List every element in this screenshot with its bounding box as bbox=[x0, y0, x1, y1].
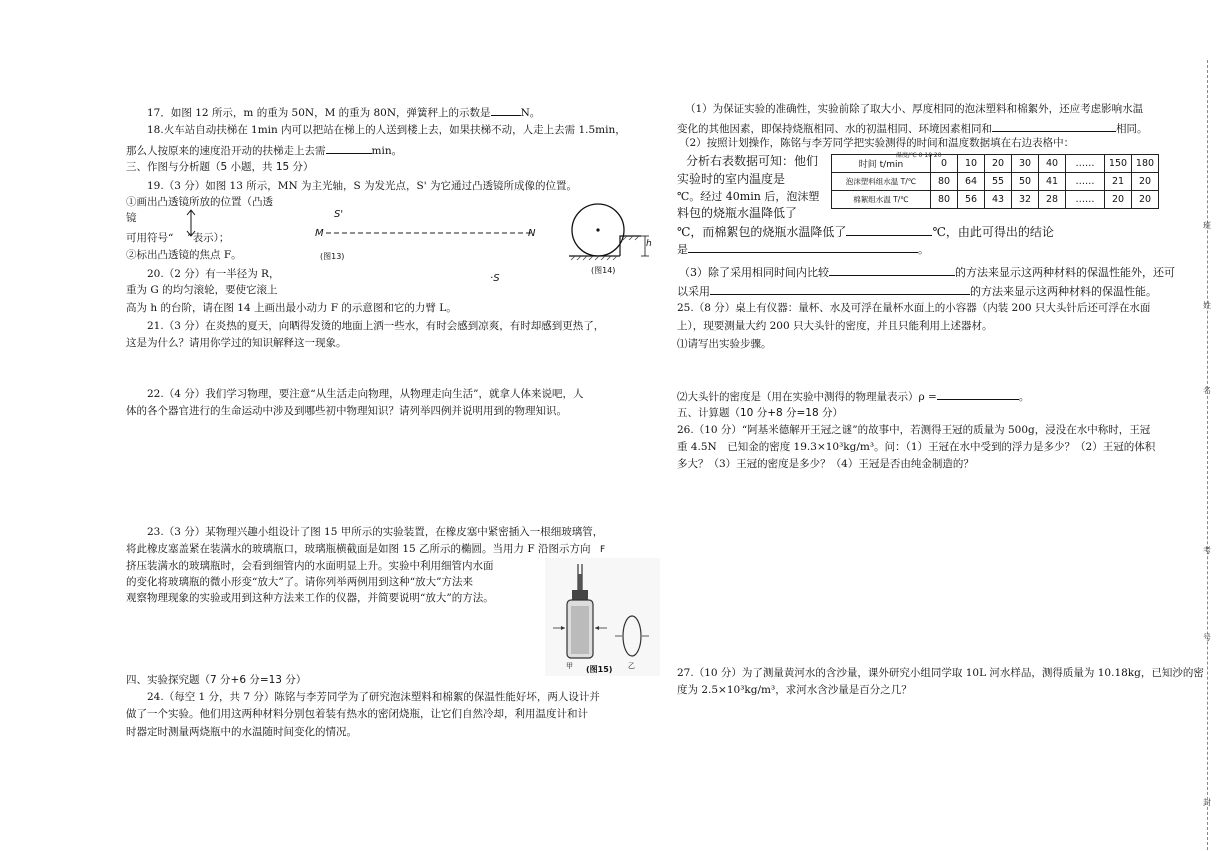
binding-line bbox=[1207, 60, 1208, 850]
table-header-overlay: 温度/℃ 0 10 20 bbox=[896, 152, 942, 159]
fig13-m-label: M bbox=[315, 228, 324, 239]
fig13-principal-axis bbox=[326, 226, 536, 240]
q22-line1: 22.（4 分）我们学习物理，要注意“从生活走向物理，从物理走向生活”，就拿人体来说吧，人 bbox=[147, 388, 584, 400]
q24-part1-blank[interactable] bbox=[992, 121, 1116, 132]
table-cell: 80 bbox=[931, 191, 958, 209]
q24-part2-intro: （2）按照计划操作，陈铭与李芳同学把实验测得的时间和温度数据填在右边表格中： bbox=[679, 137, 1075, 149]
section-3-heading: 三、作图与分析题（5 小题，共 15 分） bbox=[126, 161, 314, 173]
q20-line1: 20.（2 分）有一半径为 R， bbox=[147, 268, 280, 280]
q24-part2-a: 分析右表数据可知：他们 bbox=[686, 154, 819, 168]
q24-part1-line2: 变化的其他因素，即保持烧瓶相同、水的初温相同、环境因素相同和 相同。 bbox=[677, 123, 1148, 135]
fig13-caption: (图13) bbox=[320, 252, 345, 261]
q22-line2: 体的各个器官进行的生命运动中涉及到哪些初中物理知识？请列举四例并说明用到的物理知识。 bbox=[126, 405, 567, 417]
table-cell: 20 bbox=[985, 155, 1012, 173]
table-cell: 180 bbox=[1132, 155, 1159, 173]
q24-part3-b: 以采用 的方法来显示这两种材料的保温性能。 bbox=[677, 285, 1157, 298]
side-mark: 名 bbox=[1203, 386, 1211, 395]
q20-line2: 重为 G 的均匀滚轮，要使它滚上 bbox=[126, 284, 278, 296]
q19-item1-cont: 镜 bbox=[126, 212, 137, 224]
table-cell: 20 bbox=[1105, 191, 1132, 209]
q23-line5: 观察物理现象的实验或用到这种方法来工作的仪器，并简要说明“放大”的方法。 bbox=[126, 592, 494, 604]
q23-line2: 将此橡皮塞盖紧在装满水的玻璃瓶口，玻璃瓶横截面是如图 15 乙所示的椭圆。当用力 F 沿图示方向 bbox=[126, 543, 591, 555]
fig15-yi-label: 乙 bbox=[628, 662, 635, 670]
q25-density-blank[interactable] bbox=[937, 389, 1019, 400]
q26-line2: 重 4.5N 已知金的密度 19.3×10³kg/m³。问：（1）王冠在水中受到的浮力是多少？（2）王冠的体积 bbox=[677, 441, 1156, 453]
q24-part1-line1: （1）为保证实验的准确性，实验前除了取大小、厚度相同的泡沫塑料和棉絮外，还应考虑影响水温 bbox=[685, 103, 1144, 115]
q24-line1: 24.（每空 1 分，共 7 分）陈铭与李芳同学为了研究泡沫塑料和棉絮的保温性能好坏，两人设计并 bbox=[147, 691, 600, 703]
q23-line4: 的变化将玻璃瓶的微小形变“放大”了。请你列举两例用到这种“放大”方法来 bbox=[126, 576, 473, 588]
fig13-n-label: N bbox=[528, 228, 536, 239]
q24-part2-d: 料包的烧瓶水温降低了 bbox=[677, 206, 798, 220]
fig15-jia-label: 甲 bbox=[566, 662, 573, 670]
side-mark: 班 bbox=[1203, 221, 1211, 230]
q25-item2: ⑵大头针的密度是（用在实验中测得的物理量表示）ρ = 。 bbox=[677, 391, 1030, 403]
table-cell: 55 bbox=[985, 173, 1012, 191]
q24-part2-e: ℃，而棉絮包的烧瓶水温降低了 ℃，由此可得出的结论 bbox=[677, 225, 1054, 239]
table-header-time: 时间 t/min bbox=[832, 155, 931, 173]
q23-line3: 挤压装满水的玻璃瓶时，会看到细管内的水面明显上升。实验中利用细管内水面 bbox=[126, 560, 494, 572]
table-cell: 43 bbox=[985, 191, 1012, 209]
table-row bbox=[832, 191, 1159, 209]
q26-line1: 26.（10 分）“阿基米德解开王冠之谜”的故事中，若测得王冠的质量为 500g，浸没在水中称时，王冠 bbox=[677, 424, 1151, 436]
q17-text: 17．如图 12 所示，m 的重为 50N，M 的重为 80N，弹簧秤上的示数是 N。 bbox=[147, 107, 541, 119]
table-cell: 41 bbox=[1039, 173, 1066, 191]
table-cell: 28 bbox=[1039, 191, 1066, 209]
q24-part3-blank1[interactable] bbox=[829, 265, 955, 276]
q23-line1: 23.（3 分）某物理兴趣小组设计了图 15 甲所示的实验装置，在橡皮塞中紧密插入一根细玻璃管， bbox=[147, 526, 604, 538]
table-row-label: 泡沫塑料组水温 T/℃ bbox=[832, 173, 931, 191]
q18-answer-blank[interactable] bbox=[326, 143, 372, 154]
table-cell: 20 bbox=[1132, 191, 1159, 209]
fig15-f-label: F bbox=[600, 545, 606, 555]
table-cell: 64 bbox=[958, 173, 985, 191]
lens-symbol-icon bbox=[184, 208, 198, 238]
table-cell: 32 bbox=[1012, 191, 1039, 209]
q25-line1: 25.（8 分）桌上有仪器：量杯、水及可浮在量杯水面上的小容器（内装 200 只大头针后还可浮在水面 bbox=[677, 302, 1151, 314]
q24-part2-c: ℃。经过 40min 后，泡沫塑 bbox=[677, 190, 820, 203]
q27-line1: 27.（10 分）为了测量黄河水的含沙量，课外研究小组同学取 10L 河水样品，测得质量为 10.18kg，已知沙的密 bbox=[677, 667, 1204, 679]
q24-part3-blank2[interactable] bbox=[710, 284, 970, 295]
fig13-s-label: ·S bbox=[490, 273, 500, 284]
table-cell: 50 bbox=[1012, 173, 1039, 191]
q20-line3: 高为 h 的台阶，请在图 14 上画出最小动力 F 的示意图和它的力臂 L。 bbox=[126, 302, 457, 314]
table-cell: 21 bbox=[1105, 173, 1132, 191]
table-cell: …… bbox=[1066, 191, 1105, 209]
q21-line2: 这是为什么？请用你学过的知识解释这一现象。 bbox=[126, 337, 347, 349]
q18-line2: 那么人按原来的速度沿开动的扶梯走上去需 min。 bbox=[126, 145, 403, 157]
q17-answer-blank[interactable] bbox=[491, 105, 521, 116]
temperature-data-table bbox=[831, 154, 1159, 209]
q27-line2: 度为 2.5×10³kg/m³，求河水含沙量是百分之几？ bbox=[677, 684, 912, 696]
q25-line2: 上），现要测量大约 200 只大头针的密度，并且只能利用上述器材。 bbox=[677, 320, 993, 332]
side-mark: 号 bbox=[1203, 633, 1211, 642]
q25-item1: ⑴请写出实验步骤。 bbox=[677, 338, 772, 350]
table-row-label: 棉絮组水温 T/℃ bbox=[832, 191, 931, 209]
q18-line1: 18.火车站自动扶梯在 1min 内可以把站在梯上的人送到楼上去，如果扶梯不动，人走上去需 1.5min， bbox=[147, 124, 626, 136]
q19-item1-symbol: 可用符号“ ”表示）； bbox=[126, 232, 230, 244]
table-cell: 80 bbox=[931, 173, 958, 191]
side-mark: 考 bbox=[1203, 546, 1211, 555]
table-cell: 20 bbox=[1132, 173, 1159, 191]
fig15-caption: (图15) bbox=[586, 665, 613, 674]
table-cell: 10 bbox=[958, 155, 985, 173]
table-cell: 30 bbox=[1012, 155, 1039, 173]
table-cell: …… bbox=[1066, 173, 1105, 191]
q24-part2-conclusion-blank[interactable] bbox=[688, 242, 918, 253]
section-4-heading: 四、实验探究题（7 分+6 分=13 分） bbox=[126, 674, 307, 686]
q19-text: 19.（3 分）如图 13 所示，MN 为主光轴，S 为发光点，S' 为它通过凸透镜所成像的位置。 bbox=[147, 180, 577, 192]
table-cell: 56 bbox=[958, 191, 985, 209]
q24-part2-b: 实验时的室内温度是 bbox=[677, 172, 786, 186]
q24-line3: 时器定时测量两烧瓶中的水温随时间变化的情况。 bbox=[126, 726, 357, 738]
q24-part2-blank2[interactable] bbox=[846, 225, 932, 236]
table-row bbox=[832, 155, 1159, 173]
table-cell: 0 bbox=[931, 155, 958, 173]
q19-item1: ①画出凸透镜所放的位置（凸透 bbox=[126, 196, 273, 208]
table-cell: …… bbox=[1066, 155, 1105, 173]
table-row bbox=[832, 173, 1159, 191]
fig15-bottle-figure bbox=[545, 558, 660, 676]
q21-line1: 21.（3 分）在炎热的夏天，向晒得发烫的地面上洒一些水，有时会感到凉爽，有时却感到更热了， bbox=[147, 320, 605, 332]
q24-part2-f: 是 。 bbox=[677, 243, 929, 256]
side-mark: 封 bbox=[1203, 798, 1211, 807]
q24-part3-a: （3）除了采用相同时间内比较 的方法来显示这两种材料的保温性能外，还可 bbox=[679, 266, 1175, 279]
side-mark: 姓 bbox=[1203, 301, 1211, 310]
fig14-h-label: h bbox=[646, 239, 652, 249]
q26-line3: 多大？（3）王冠的密度是多少？（4）王冠是否由纯金制造的？ bbox=[677, 458, 974, 470]
fig14-caption: (图14) bbox=[591, 266, 616, 275]
fig13-s-prime-label: S' bbox=[334, 209, 344, 220]
section-5-heading: 五、计算题（10 分+8 分=18 分） bbox=[677, 407, 844, 419]
table-cell: 150 bbox=[1105, 155, 1132, 173]
q19-item2: ②标出凸透镜的焦点 F。 bbox=[126, 249, 242, 261]
q24-line2: 做了一个实验。他们用这两种材料分别包着装有热水的密闭烧瓶，让它们自然冷却，利用温度计和计 bbox=[126, 708, 588, 720]
table-cell: 40 bbox=[1039, 155, 1066, 173]
